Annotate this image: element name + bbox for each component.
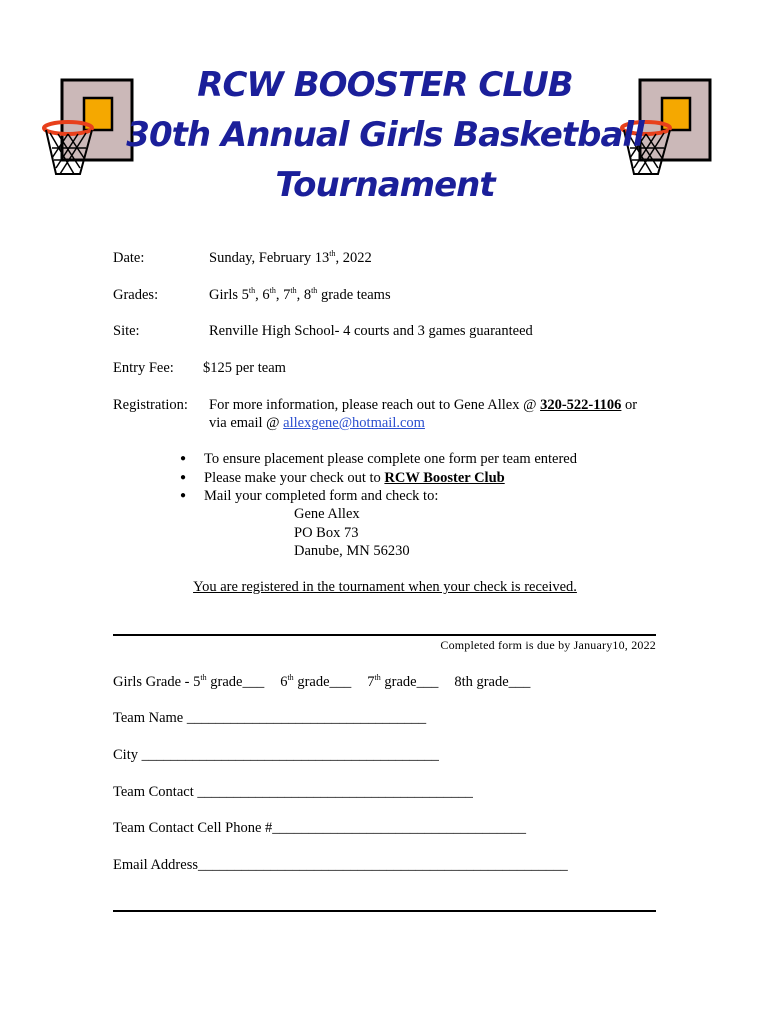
registration-notice: You are registered in the tournament when your check is received. bbox=[193, 579, 577, 595]
list-item: ● Mail your completed form and check to: bbox=[180, 487, 577, 506]
mailing-address bbox=[294, 505, 410, 561]
team-contact-field[interactable]: Team Contact ______________________________________ bbox=[113, 784, 473, 800]
registration-line-1: For more information, please reach out to Gene Allex @ 320-522-1106 or bbox=[209, 397, 638, 413]
email-address-field[interactable]: Email Address___________________________________________________ bbox=[113, 857, 568, 873]
team-name-field[interactable]: Team Name _________________________________ bbox=[113, 710, 427, 726]
date-value: Sunday, February 13th, 2022 bbox=[209, 249, 372, 266]
title-line-1: RCW BOOSTER CLUB bbox=[197, 65, 573, 105]
title-line-3: Tournament bbox=[275, 165, 495, 205]
payee-name: RCW Booster Club bbox=[384, 469, 505, 486]
site-value: Renville High School- 4 courts and 3 games guaranteed bbox=[209, 323, 533, 339]
cell-phone-field[interactable]: Team Contact Cell Phone #___________________________________ bbox=[113, 820, 527, 836]
due-date-note: Completed form is due by January10, 2022 bbox=[440, 638, 656, 652]
list-item: ● To ensure placement please complete one form per team entered bbox=[180, 450, 577, 469]
site-label: Site: bbox=[113, 323, 140, 339]
registration-label: Registration: bbox=[113, 397, 188, 413]
page-title bbox=[0, 60, 770, 210]
divider bbox=[113, 910, 656, 912]
grade-selection-line[interactable]: Girls Grade - 5th grade___ 6th grade___ 7th grade___ 8th grade___ bbox=[113, 673, 531, 690]
title-line-2: 30th Annual Girls Basketball bbox=[126, 115, 644, 155]
instruction-list bbox=[180, 450, 577, 506]
address-name: Gene Allex bbox=[294, 506, 360, 522]
entry-fee-label: Entry Fee: bbox=[113, 360, 174, 376]
address-box: PO Box 73 bbox=[294, 524, 359, 541]
phone-number: 320-522-1106 bbox=[540, 397, 622, 413]
list-item: ● Please make your check out to RCW Booster Club bbox=[180, 469, 577, 488]
date-label: Date: bbox=[113, 250, 145, 266]
email-link[interactable]: allexgene@hotmail.com bbox=[283, 415, 425, 431]
city-field[interactable]: City _________________________________________ bbox=[113, 747, 439, 763]
divider bbox=[113, 634, 656, 636]
address-city: Danube, MN 56230 bbox=[294, 543, 410, 559]
grades-label: Grades: bbox=[113, 287, 159, 303]
registration-line-2: via email @ allexgene@hotmail.com bbox=[209, 415, 425, 431]
entry-fee-value: $125 per team bbox=[203, 360, 286, 376]
grades-value: Girls 5th, 6th, 7th, 8th grade teams bbox=[209, 286, 391, 303]
